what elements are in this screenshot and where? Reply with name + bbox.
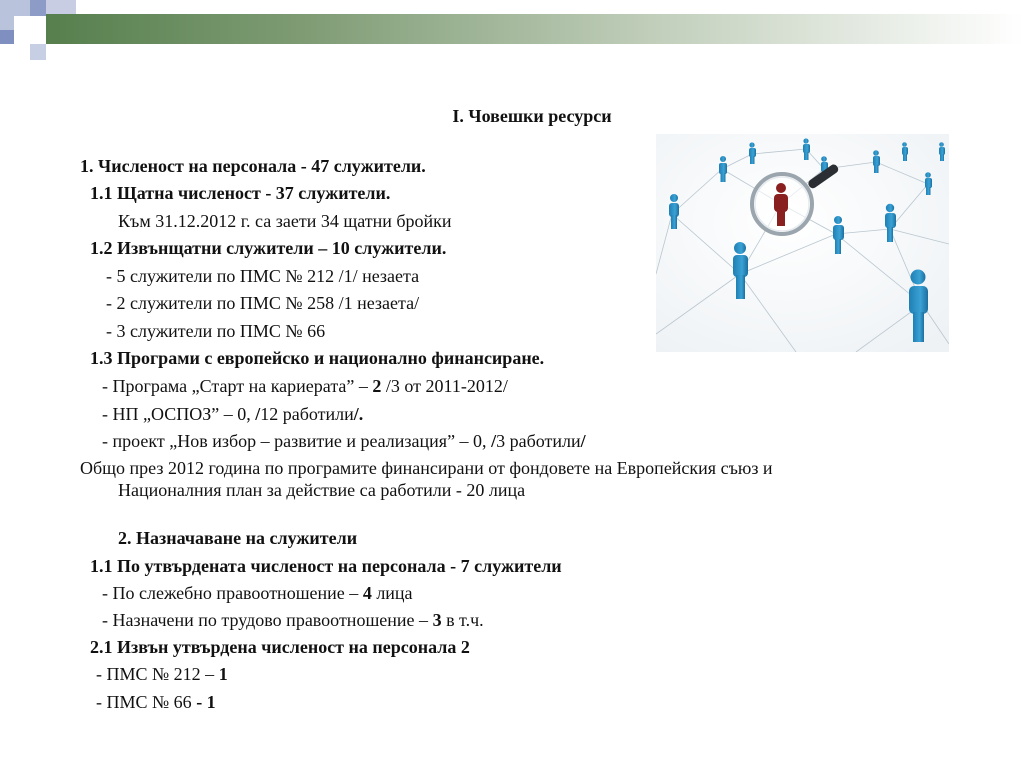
text-line	[102, 403, 363, 425]
text-segment-bold: 3	[432, 610, 442, 630]
text-segment: 12 работили	[260, 404, 354, 424]
text-line: Националния план за действие са работили - 20 лица	[118, 480, 526, 500]
header-band	[0, 14, 1024, 44]
text-segment: - Назначени по трудово правоотношение –	[102, 610, 433, 630]
text-segment: - Програма „Старт на кариерата” –	[102, 376, 373, 396]
text-line	[96, 691, 216, 713]
header-square	[46, 0, 76, 14]
text-segment: - НП „ОСПОЗ” – 0,	[102, 404, 256, 424]
text-line: 1.1 Щатна численост - 37 служители.	[90, 183, 391, 203]
text-line: 1.1 По утвърдената численост на персонала - 7 служители	[90, 556, 562, 576]
text-line	[102, 582, 413, 604]
text-line: 1.2 Извънщатни служители – 10 служители.	[90, 238, 447, 258]
text-line	[96, 663, 228, 685]
text-segment: - проект „Нов избор – развитие и реализация” – 0,	[102, 431, 492, 451]
slide-title: I. Човешки ресурси	[452, 106, 612, 126]
header-square	[30, 0, 46, 16]
text-segment-bold: /	[580, 431, 586, 451]
text-line: 1. Численост на персонала - 47 служители.	[80, 156, 426, 176]
header-square	[0, 30, 14, 44]
text-segment-bold: /	[491, 431, 497, 451]
text-segment-bold: /.	[353, 404, 364, 424]
text-line	[102, 375, 508, 397]
text-segment: лица	[371, 583, 413, 603]
text-line: 1.3 Програми с европейско и национално финансиране.	[90, 348, 545, 368]
text-segment: /3 от 2011-2012/	[381, 376, 508, 396]
header-square	[30, 44, 46, 60]
people-network-magnifier-icon	[656, 134, 949, 352]
text-line: - 3 служители по ПМС № 66	[106, 321, 326, 341]
text-line: - 2 служители по ПМС № 258 /1 незаета/	[106, 293, 420, 313]
text-segment: - ПМС № 212 –	[96, 664, 219, 684]
header-square	[14, 16, 46, 44]
text-segment-bold: 1	[218, 664, 228, 684]
text-segment: в т.ч.	[441, 610, 484, 630]
text-line: Общо през 2012 година по програмите финансирани от фондовете на Европейския съюз и	[80, 458, 773, 478]
text-line: - 5 служители по ПМС № 212 /1/ незаета	[106, 266, 420, 286]
text-segment-bold: 4	[362, 583, 372, 603]
text-line: 2.1 Извън утвърдена численост на персонала 2	[90, 637, 470, 657]
text-segment-bold: - 1	[196, 692, 216, 712]
text-line	[102, 430, 586, 452]
text-segment: - ПМС № 66	[96, 692, 197, 712]
text-segment: - По слежебно правоотношение –	[102, 583, 363, 603]
text-segment: 3 работили	[496, 431, 581, 451]
text-line	[102, 609, 484, 631]
section-heading: 2. Назначаване на служители	[118, 528, 358, 548]
text-segment-bold: 2	[372, 376, 382, 396]
text-line: Към 31.12.2012 г. са заети 34 щатни бройки	[118, 211, 452, 231]
text-segment-bold: /	[255, 404, 261, 424]
